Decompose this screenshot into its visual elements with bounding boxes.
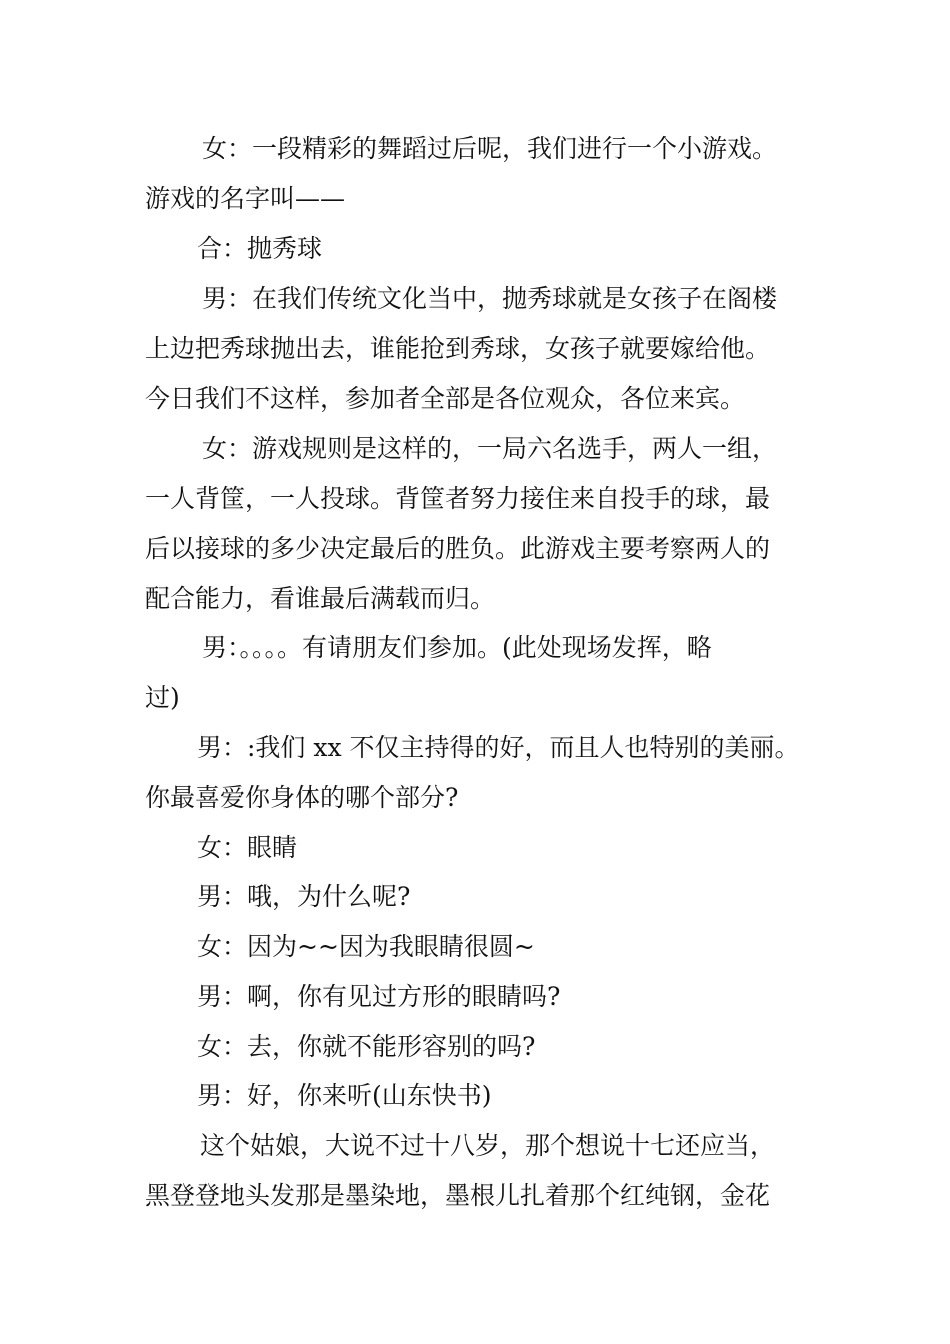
text-line-6: 今日我们不这样，参加者全部是各位观众，各位来宾。 — [145, 384, 746, 413]
text-line-1: 女：一段精彩的舞蹈过后呢，我们进行一个小游戏。 — [202, 134, 778, 163]
text-line-5: 上边把秀球抛出去，谁能抢到秀球，女孩子就要嫁给他。 — [145, 334, 771, 363]
text-line-9: 后以接球的多少决定最后的胜负。此游戏主要考察两人的 — [145, 534, 771, 563]
text-line-17: 女：因为~~因为我眼睛很圆~ — [197, 932, 535, 961]
text-line-16: 男：哦，为什么呢? — [197, 882, 411, 911]
text-line-18: 男：啊，你有见过方形的眼睛吗? — [197, 982, 561, 1011]
text-line-15: 女：眼睛 — [197, 833, 298, 862]
text-line-21: 这个姑娘，大说不过十八岁，那个想说十七还应当， — [200, 1131, 776, 1160]
text-line-22: 黑登登地头发那是墨染地，墨根儿扎着那个红纯钢，金花 — [145, 1181, 771, 1210]
text-line-11: 男：。。。。有请朋友们参加。(此处现场发挥，略 — [202, 633, 712, 662]
text-line-2: 游戏的名字叫—— — [145, 184, 346, 213]
text-line-13: 男：:我们 xx 不仅主持得的好，而且人也特别的美丽。 — [197, 733, 800, 762]
text-line-3: 合：抛秀球 — [197, 234, 323, 263]
text-line-19: 女：去，你就不能形容别的吗? — [197, 1032, 536, 1061]
text-line-12: 过) — [145, 683, 180, 712]
text-line-14: 你最喜爱你身体的哪个部分? — [145, 783, 459, 812]
text-line-7: 女：游戏规则是这样的，一局六名选手，两人一组， — [202, 434, 778, 463]
text-line-20: 男：好，你来听(山东快书) — [197, 1081, 492, 1110]
text-line-10: 配合能力，看谁最后满载而归。 — [145, 584, 496, 613]
text-line-8: 一人背筐，一人投球。背筐者努力接住来自投手的球，最 — [145, 484, 771, 513]
text-line-4: 男：在我们传统文化当中，抛秀球就是女孩子在阁楼 — [202, 284, 778, 313]
